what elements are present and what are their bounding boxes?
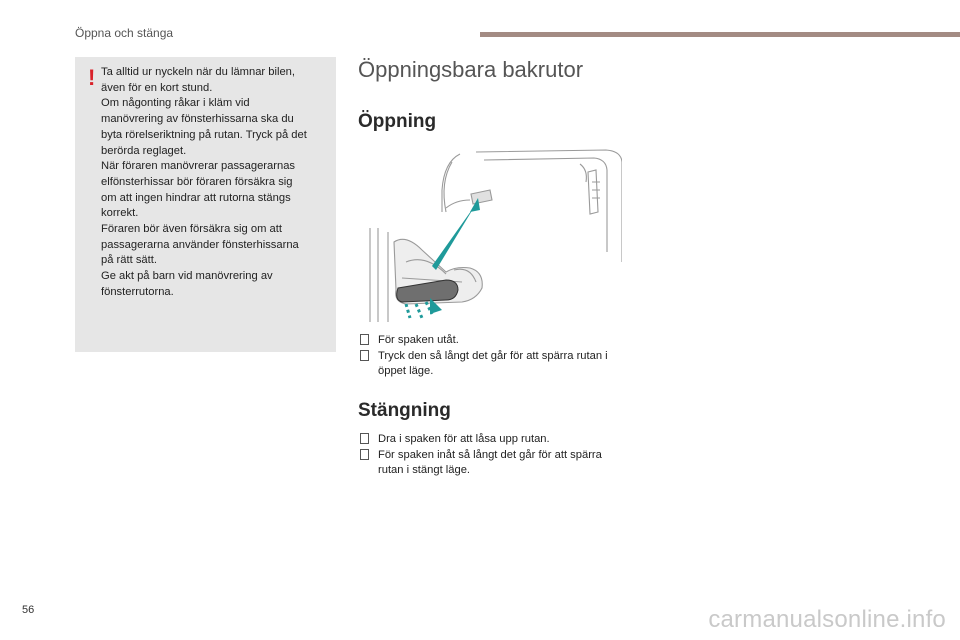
opening-steps <box>358 333 608 380</box>
warning-line: passagerarna använder fönsterhissarna <box>101 238 299 251</box>
warning-line: byta rörelseriktning på rutan. Tryck på det <box>101 128 307 141</box>
checkbox-bullet-icon <box>360 350 369 361</box>
step-item: Dra i spaken för att låsa upp rutan. <box>358 432 608 448</box>
warning-line: Ge akt på barn vid manövrering av <box>101 270 273 283</box>
warning-line: korrekt. <box>101 207 139 220</box>
warning-box <box>75 57 336 352</box>
step-item: Tryck den så långt det går för att spärra rutan i öppet läge. <box>358 349 608 380</box>
warning-line: berörda reglaget. <box>101 144 187 157</box>
checkbox-bullet-icon <box>360 433 369 444</box>
header-bar <box>480 32 960 37</box>
warning-line: Ta alltid ur nyckeln när du lämnar bilen, <box>101 66 296 78</box>
warning-line: fönsterrutorna. <box>101 285 174 298</box>
section-heading-closing: Stängning <box>358 400 451 421</box>
warning-line: även för en kort stund. <box>101 81 213 94</box>
warning-line: på rätt sätt. <box>101 254 157 267</box>
checkbox-bullet-icon <box>360 334 369 345</box>
checkbox-bullet-icon <box>360 449 369 460</box>
warning-exclamation-icon: ! <box>88 65 96 90</box>
warning-line: elfönsterhissar bör föraren försäkra sig <box>101 175 293 188</box>
section-heading-opening: Öppning <box>358 111 437 132</box>
header-title: Öppna och stänga <box>75 26 174 40</box>
warning-line: manövrering av fönsterhissarna ska du <box>101 113 294 126</box>
warning-line: om att ingen hindrar att rutorna stängs <box>101 191 291 204</box>
watermark: carmanualsonline.info <box>708 606 946 633</box>
page-number: 56 <box>22 604 35 616</box>
closing-steps <box>358 432 608 479</box>
page-title: Öppningsbara bakrutor <box>358 57 584 82</box>
warning-line: Föraren bör även försäkra sig om att <box>101 223 282 236</box>
rear-window-latch-illustration <box>366 142 622 322</box>
warning-line: Om någonting råkar i kläm vid <box>101 97 250 110</box>
warning-line: När föraren manövrerar passagerarnas <box>101 160 296 173</box>
warning-text <box>101 65 333 301</box>
step-item: För spaken inåt så långt det går för att spärra rutan i stängt läge. <box>358 448 608 479</box>
step-item: För spaken utåt. <box>358 333 608 349</box>
